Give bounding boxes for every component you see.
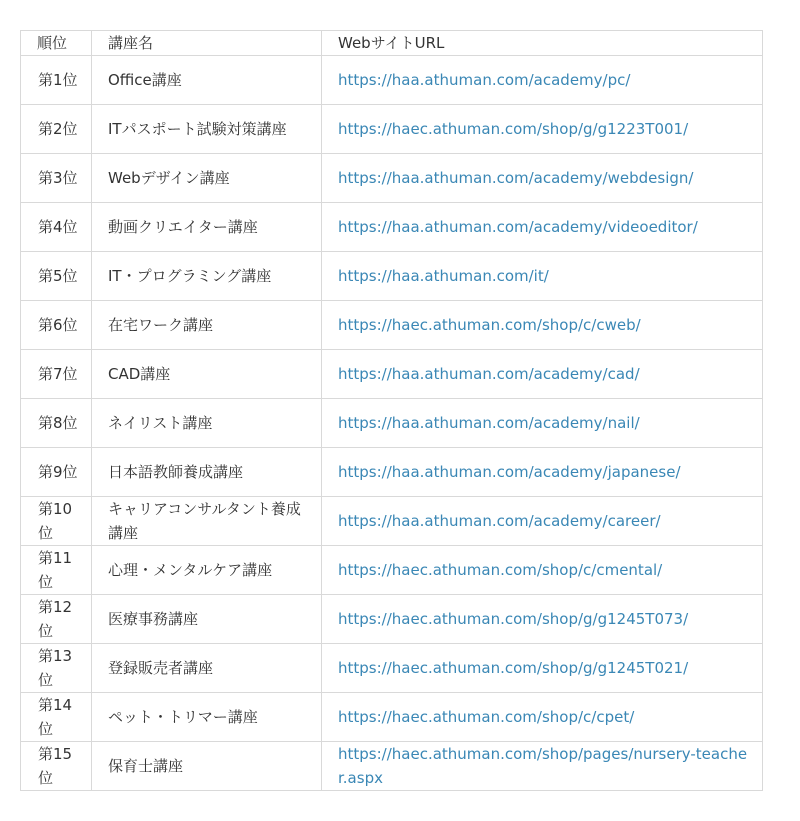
course-url-link[interactable]: https://haa.athuman.com/academy/pc/ xyxy=(338,71,631,89)
table-row xyxy=(21,497,763,546)
course-url-link[interactable]: https://haec.athuman.com/shop/g/g1245T073/ xyxy=(338,610,689,628)
url-cell xyxy=(322,644,763,693)
course-url-link[interactable]: https://haa.athuman.com/academy/webdesign/ xyxy=(338,169,694,187)
course-name-cell: 登録販売者講座 xyxy=(92,644,322,693)
course-name-cell: Office講座 xyxy=(92,56,322,105)
table-row xyxy=(21,350,763,399)
course-url-link[interactable]: https://haec.athuman.com/shop/g/g1223T001/ xyxy=(338,120,689,138)
rank-cell: 第12位 xyxy=(21,595,92,644)
course-name-cell: ペット・トリマー講座 xyxy=(92,693,322,742)
rank-cell: 第9位 xyxy=(21,448,92,497)
course-url-link[interactable]: https://haec.athuman.com/shop/c/cweb/ xyxy=(338,316,641,334)
course-name-cell: 在宅ワーク講座 xyxy=(92,301,322,350)
url-cell xyxy=(322,546,763,595)
rank-cell: 第1位 xyxy=(21,56,92,105)
table-row xyxy=(21,595,763,644)
table-row xyxy=(21,399,763,448)
header-rank: 順位 xyxy=(21,31,92,56)
rank-cell: 第4位 xyxy=(21,203,92,252)
rank-cell: 第7位 xyxy=(21,350,92,399)
course-name-cell: キャリアコンサルタント養成講座 xyxy=(92,497,322,546)
table-row xyxy=(21,56,763,105)
course-name-cell: 動画クリエイター講座 xyxy=(92,203,322,252)
rank-cell: 第6位 xyxy=(21,301,92,350)
url-cell xyxy=(322,154,763,203)
course-url-link[interactable]: https://haec.athuman.com/shop/pages/nursery-teacher.aspx xyxy=(338,745,748,787)
table-header-row xyxy=(21,31,763,56)
header-website-url: WebサイトURL xyxy=(322,31,763,56)
course-name-cell: ITパスポート試験対策講座 xyxy=(92,105,322,154)
table-row xyxy=(21,105,763,154)
table-row xyxy=(21,546,763,595)
course-url-link[interactable]: https://haa.athuman.com/it/ xyxy=(338,267,549,285)
ranking-table-container xyxy=(20,30,763,791)
rank-cell: 第14位 xyxy=(21,693,92,742)
rank-cell: 第11位 xyxy=(21,546,92,595)
course-name-cell: 保育士講座 xyxy=(92,742,322,791)
table-row xyxy=(21,252,763,301)
url-cell xyxy=(322,105,763,154)
url-cell xyxy=(322,595,763,644)
course-name-cell: 医療事務講座 xyxy=(92,595,322,644)
course-url-link[interactable]: https://haec.athuman.com/shop/c/cpet/ xyxy=(338,708,635,726)
rank-cell: 第15位 xyxy=(21,742,92,791)
table-row xyxy=(21,448,763,497)
rank-cell: 第10位 xyxy=(21,497,92,546)
url-cell xyxy=(322,350,763,399)
table-row xyxy=(21,742,763,791)
url-cell xyxy=(322,693,763,742)
rank-cell: 第5位 xyxy=(21,252,92,301)
table-row xyxy=(21,301,763,350)
rank-cell: 第8位 xyxy=(21,399,92,448)
course-name-cell: 日本語教師養成講座 xyxy=(92,448,322,497)
url-cell xyxy=(322,742,763,791)
url-cell xyxy=(322,497,763,546)
course-name-cell: Webデザイン講座 xyxy=(92,154,322,203)
course-ranking-table xyxy=(20,30,763,791)
table-row xyxy=(21,693,763,742)
course-name-cell: 心理・メンタルケア講座 xyxy=(92,546,322,595)
rank-cell: 第13位 xyxy=(21,644,92,693)
url-cell xyxy=(322,252,763,301)
url-cell xyxy=(322,301,763,350)
header-course-name: 講座名 xyxy=(92,31,322,56)
url-cell xyxy=(322,56,763,105)
table-row xyxy=(21,154,763,203)
url-cell xyxy=(322,448,763,497)
course-url-link[interactable]: https://haa.athuman.com/academy/japanese/ xyxy=(338,463,681,481)
course-url-link[interactable]: https://haec.athuman.com/shop/g/g1245T021/ xyxy=(338,659,689,677)
course-url-link[interactable]: https://haa.athuman.com/academy/videoeditor/ xyxy=(338,218,698,236)
rank-cell: 第2位 xyxy=(21,105,92,154)
url-cell xyxy=(322,203,763,252)
course-name-cell: IT・プログラミング講座 xyxy=(92,252,322,301)
course-url-link[interactable]: https://haa.athuman.com/academy/nail/ xyxy=(338,414,640,432)
course-url-link[interactable]: https://haec.athuman.com/shop/c/cmental/ xyxy=(338,561,663,579)
course-name-cell: ネイリスト講座 xyxy=(92,399,322,448)
course-url-link[interactable]: https://haa.athuman.com/academy/cad/ xyxy=(338,365,640,383)
rank-cell: 第3位 xyxy=(21,154,92,203)
course-name-cell: CAD講座 xyxy=(92,350,322,399)
table-body xyxy=(21,56,763,791)
url-cell xyxy=(322,399,763,448)
table-row xyxy=(21,203,763,252)
course-url-link[interactable]: https://haa.athuman.com/academy/career/ xyxy=(338,512,661,530)
table-row xyxy=(21,644,763,693)
